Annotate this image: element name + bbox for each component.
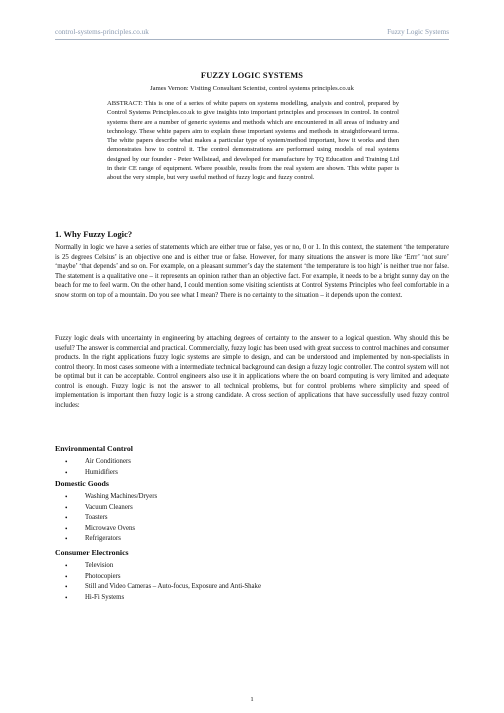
category-heading: Domestic Goods: [55, 479, 109, 488]
abstract: ABSTRACT: This is one of a series of white papers on systems modelling, analysis and control, prepared by Control Systems Principles.co.uk to give insights into important principles and processes in control. In control systems there are a number of generic systems and methods which are encountered in all areas of industry and technology. These white papers aim to explain these important systems and methods in straightforward terms. The white papers describe what makes a particular type of system/method important, how it works and then demonstrates how to control it. The control demonstrations are performed using models of real systems designed by our founder - Peter Wellstead, and developed for manufacture by TQ Education and Training Ltd in their CE range of equipment. Where possible, results from the real system are shown. This white paper is about the very simple, but very useful method of fuzzy logic and fuzzy control.: [107, 100, 399, 182]
paragraph-1: Normally in logic we have a series of statements which are either true or false, yes or no, 0 or 1. In this context, the statement ‘the temperature is 25 degrees Celsius’ is an objective one and is either true or false. However, for many situations the answer is more like ‘Errr’ ‘not sure’ ‘maybe’ ‘that depends’ and so on. For example, on a pleasant summer’s day the statement ‘the temperature is too high’ is neither true nor false. The statement is a qualitative one – it represents an opinion rather than an objective fact. For example, it needs to be a bright sunny day on the beach for me to feel warm. On the other hand, I could mention some visiting scientists at Control Systems Principles who feel comfortable in a snow storm on top of a mountain. Do you see what I mean? There is no certainty to the situation – it depends upon the context.: [55, 244, 449, 299]
document-title: FUZZY LOGIC SYSTEMS: [200, 71, 304, 80]
list-item: • Television: [65, 561, 261, 572]
list-item: • Vacuum Cleaners: [65, 503, 157, 514]
header-doc-title: Fuzzy Logic Systems: [387, 28, 449, 36]
list-item: • Photocopiers: [65, 572, 261, 583]
category-heading: Consumer Electronics: [55, 548, 129, 557]
section-heading: 1. Why Fuzzy Logic?: [55, 229, 133, 239]
list-item: • Humidifiers: [65, 468, 131, 479]
list-item: • Washing Machines/Dryers: [65, 492, 157, 503]
list-item: • Still and Video Cameras – Auto-focus, Exposure and Anti-Shake: [65, 582, 261, 593]
list-item: • Air Conditioners: [65, 457, 131, 468]
list-item: • Refrigerators: [65, 534, 157, 545]
author-line: James Vernon: Visiting Consultant Scientist, control systems principles.co.uk: [150, 85, 354, 92]
category-heading: Environmental Control: [55, 444, 133, 453]
category-list: [65, 457, 131, 478]
category-list: [65, 561, 261, 603]
page-number: 1: [250, 696, 254, 703]
paragraph-2: Fuzzy logic deals with uncertainty in engineering by attaching degrees of certainty to the answer to a logical question. Why should this be useful? The answer is commercial and practical. Commercially, fuzzy logic has been used with great success to control machines and consumer products. In the right applications fuzzy logic systems are simple to design, and can be understood and implemented by non-specialists in control theory. In most cases someone with a intermediate technical background can design a fuzzy logic controller. The control system will not be optimal but it can be acceptable. Control engineers also use it in applications where the on board computing is very limited and adequate control is enough. Fuzzy logic is not the answer to all technical problems, but for control problems where simplicity and speed of implementation is important then fuzzy logic is a strong candidate. A cross section of applications that have successfully used fuzzy control includes:: [55, 335, 449, 409]
header-site-link[interactable]: control-systems-principles.co.uk: [55, 28, 149, 36]
list-item: • Toasters: [65, 513, 157, 524]
running-header: [55, 28, 449, 40]
header-rule: [55, 39, 449, 40]
category-list: [65, 492, 157, 545]
list-item: • Microwave Ovens: [65, 524, 157, 535]
list-item: • Hi-Fi Systems: [65, 593, 261, 604]
